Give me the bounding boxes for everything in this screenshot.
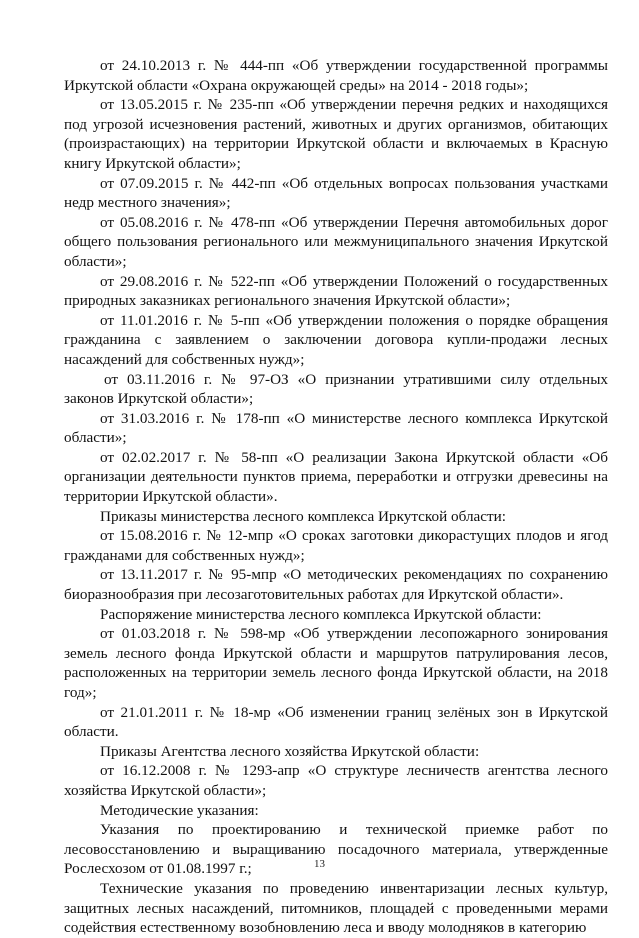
section-heading-methodical-guidelines: Методические указания:	[100, 801, 259, 819]
paragraph-resolution-442pp: от 07.09.2015 г. № 442-пп «Об отдельных вопросах пользования участками недр местного значения»;	[64, 174, 608, 212]
section-heading-agency-orders: Приказы Агентства лесного хозяйства Иркутской области:	[100, 742, 480, 760]
paragraph-technical-guidelines-inventory: Технические указания по проведению инвентаризации лесных культур, защитных лесных насаждений, питомников, площадей с проведенными мерами содействия естественному возобновлению леса и вводу молодняков в категорию	[64, 879, 608, 937]
paragraph-resolution-58pp: от 02.02.2017 г. № 58-пп «О реализации Закона Иркутской области «Об организации деятельности пунктов приема, переработки и отгрузки древесины на территории Иркутской области».	[64, 448, 608, 506]
document-body	[64, 56, 608, 938]
paragraph-resolution-522pp: от 29.08.2016 г. № 522-пп «Об утверждении Положений о государственных природных заказниках регионального значения Иркутской области»;	[64, 272, 608, 310]
paragraph-guidelines-reforestation: Указания по проектированию и технической приемке работ по лесовосстановлению и выращиванию посадочного материала, утвержденные Рослесхозом от 01.08.1997 г.;	[64, 821, 608, 878]
paragraph-resolution-5pp: от 11.01.2016 г. № 5-пп «Об утверждении положения о порядке обращения гражданина с заявлением о заключении договора купли-продажи лесных насаждений для собственных нужд»;	[64, 311, 608, 368]
paragraph-order-12mpr: от 15.08.2016 г. № 12-мпр «О сроках заготовки дикорастущих плодов и ягод гражданами для собственных нужд»;	[64, 527, 608, 564]
paragraph-resolution-478pp: от 05.08.2016 г. № 478-пп «Об утверждении Перечня автомобильных дорог общего пользования регионального или межмуниципального значения Иркутской области»;	[64, 213, 608, 270]
paragraph-law-97oz: от 03.11.2016 г. № 97-ОЗ «О признании утратившими силу отдельных законов Иркутской области»;	[64, 370, 608, 408]
section-heading-ministry-decree: Распоряжение министерства лесного комплекса Иркутской области:	[100, 605, 542, 623]
section-heading-ministry-orders: Приказы министерства лесного комплекса Иркутской области:	[100, 507, 507, 525]
paragraph-decree-598mr: от 01.03.2018 г. № 598-мр «Об утверждении лесопожарного зонирования земель лесного фонда Иркутской области и маршрутов патрулирования лесов, расположенных на территории земель лесного фонда Иркутской области, на 2018 год»;	[64, 625, 608, 701]
paragraph-resolution-235pp: от 13.05.2015 г. № 235-пп «Об утверждении перечня редких и находящихся под угрозой исчезновения растений, животных и других организмов, обитающих (произрастающих) на территории Иркутской области и включаемых в Красную книгу Иркутской области»;	[64, 96, 608, 172]
paragraph-order-1293apr: от 16.12.2008 г. № 1293-апр «О структуре лесничеств агентства лесного хозяйства Иркутской области»;	[64, 762, 608, 799]
paragraph-order-95mpr: от 13.11.2017 г. № 95-мпр «О методических рекомендациях по сохранению биоразнообразия при лесозаготовительных работах для Иркутской области».	[64, 566, 608, 604]
paragraph-resolution-178pp: от 31.03.2016 г. № 178-пп «О министерстве лесного комплекса Иркутской области»;	[64, 409, 608, 447]
paragraph-decree-18mr: от 21.01.2011 г. № 18-мр «Об изменении границ зелёных зон в Иркутской области.	[64, 703, 608, 741]
page-number: 13	[314, 858, 325, 870]
paragraph-resolution-444pp: от 24.10.2013 г. № 444-пп «Об утверждении государственной программы Иркутской области «Охрана окружающей среды» на 2014 - 2018 годы»;	[64, 57, 608, 94]
